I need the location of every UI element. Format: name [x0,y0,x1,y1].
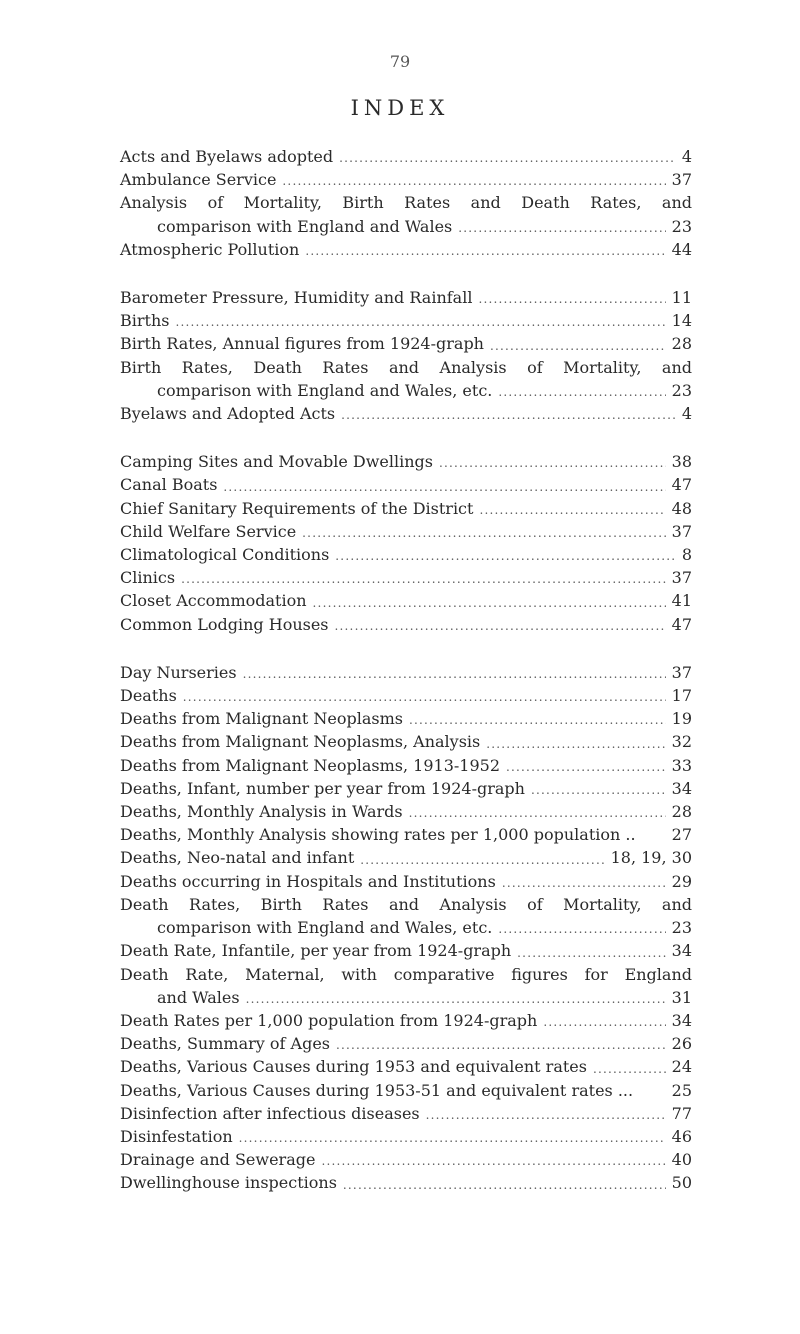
leader-dots [458,218,665,238]
leader-dots [506,757,666,777]
entry-text: Birth Rates, Annual figures from 1924-graph [120,334,484,354]
leader-dots [282,171,665,191]
index-entry [120,870,692,893]
entry-page-number: 34 [671,941,692,961]
entry-page-number: 11 [671,288,692,308]
entry-text: Clinics [120,568,176,588]
entry-page-number: 37 [671,568,692,588]
index-entry [120,684,692,707]
entry-text: Barometer Pressure, Humidity and Rainfall [120,288,473,308]
entry-page-number: 37 [671,662,692,682]
entry-page-number: 41 [671,591,692,611]
entry-page-number: 23 [671,216,692,236]
index-section-d [120,661,692,1195]
leader-dots [246,989,666,1009]
entry-text-line1: Birth Rates, Death Rates and Analysis of Mortality, and [120,357,692,377]
entry-page-number: 34 [671,1010,692,1030]
leader-dots [223,477,665,497]
entry-page-number: 34 [671,778,692,798]
entry-page-number: 40 [671,1150,692,1170]
entry-page-number: 23 [671,380,692,400]
index-entry [120,963,692,1009]
index-entry [120,939,692,962]
entry-page-number: 77 [671,1103,692,1123]
index-entry [120,145,692,168]
leader-dots [478,289,665,309]
entry-page-number: 19 [671,709,692,729]
entry-text: comparison with England and Wales, etc. [157,380,493,400]
index-entry [120,286,692,309]
entry-text: Deaths from Malignant Neoplasms, 1913-1952 [120,755,500,775]
entry-text: Camping Sites and Movable Dwellings [120,452,433,472]
index-entry [120,1009,692,1032]
entry-page-number: 47 [671,475,692,495]
entry-text: Deaths from Malignant Neoplasms, Analysis [120,732,481,752]
entry-text: Deaths occurring in Hospitals and Institutions [120,871,496,891]
leader-dots [490,336,666,356]
entry-text: Ambulance Service [120,170,277,190]
entry-page-number: 37 [671,170,692,190]
index-entry [120,1102,692,1125]
leader-dots [360,850,604,870]
index-entry [120,823,692,846]
entry-text: Deaths from Malignant Neoplasms [120,709,403,729]
entry-text-line1: Analysis of Mortality, Birth Rates and Death Rates, and [120,193,692,213]
leader-dots [243,664,666,684]
index-entry [120,707,692,730]
entry-text: comparison with England and Wales [157,216,453,236]
entry-page-number: 23 [671,918,692,938]
leader-dots [181,569,666,589]
index-entry [120,777,692,800]
leader-dots [426,1105,666,1125]
entry-text-line1: Death Rates, Birth Rates and Analysis of Mortality, and [120,894,692,914]
leader-dots [339,148,676,168]
entry-text: Death Rate, Infantile, per year from 1924-graph [120,941,512,961]
leader-dots [531,780,666,800]
leader-dots [517,943,665,963]
entry-text: Deaths [120,686,177,706]
leader-dots [593,1059,666,1079]
index-entry [120,730,692,753]
leader-dots [543,1012,665,1032]
leader-dots [341,405,676,425]
index-entry [120,450,692,473]
index-entry [120,497,692,520]
index-entry [120,661,692,684]
leader-dots [321,1151,665,1171]
entry-page-number: 24 [671,1057,692,1077]
entry-text: and Wales [157,987,240,1007]
index-entry [120,356,692,402]
leader-dots [302,523,665,543]
index-entry [120,402,692,425]
leader-dots [335,616,666,636]
entry-page-number: 38 [671,452,692,472]
entry-page-number: 46 [671,1126,692,1146]
index-section-b [120,286,692,425]
entry-page-number: 33 [671,755,692,775]
leader-dots [336,1035,666,1055]
entry-page-number: 37 [671,521,692,541]
entry-text: Death Rates per 1,000 population from 1924-graph [120,1010,538,1030]
index-entry [120,893,692,939]
entry-page-number: 48 [671,498,692,518]
entry-text: Deaths, Neo-natal and infant [120,848,355,868]
leader-dots [183,687,666,707]
index-entry [120,543,692,566]
index-entry [120,309,692,332]
entry-page-number: 32 [671,732,692,752]
entry-text: Acts and Byelaws adopted [120,147,334,166]
entry-page-number: 4 [681,147,692,166]
entry-text: Disinfection after infectious diseases [120,1103,420,1123]
leader-dots [498,919,665,939]
index-entry [120,191,692,237]
entry-text: Deaths, Monthly Analysis in Wards [120,802,403,822]
leader-dots [498,382,665,402]
entry-text: Disinfestation [120,1126,233,1146]
leader-dots [175,312,665,332]
index-entry [120,800,692,823]
entry-page-number: 50 [671,1173,692,1193]
entry-page-number: 27 [671,825,692,845]
entry-text: Drainage and Sewerage [120,1150,316,1170]
entry-page-number: 28 [671,334,692,354]
index-entry [120,168,692,191]
entry-text: comparison with England and Wales, etc. [157,918,493,938]
index-entry [120,473,692,496]
entry-text: Deaths, Various Causes during 1953 and equivalent rates [120,1057,587,1077]
entry-page-number: 28 [671,802,692,822]
index-entry [120,1171,692,1194]
entry-text: Chief Sanitary Requirements of the District [120,498,474,518]
index-entry [120,1125,692,1148]
index-entry [120,566,692,589]
entry-text: Deaths, Monthly Analysis showing rates per 1,000 population .. [120,825,636,845]
entry-page-number: 26 [671,1034,692,1054]
index-entry [120,332,692,355]
entry-text: Deaths, Various Causes during 1953-51 and equivalent rates ... [120,1080,634,1100]
entry-page-number: 25 [671,1080,692,1100]
entry-page-number: 8 [681,545,692,565]
index-entry [120,754,692,777]
index-entry [120,1055,692,1078]
leader-dots [343,1175,666,1195]
index-section-c [120,450,692,636]
index-entry [120,1148,692,1171]
index-entry [120,589,692,612]
index-list [120,145,692,1220]
entry-text: Deaths, Infant, number per year from 1924-graph [120,778,525,798]
entry-page-number: 44 [671,239,692,259]
entry-text: Closet Accommodation [120,591,307,611]
leader-dots [479,500,665,520]
entry-text: Byelaws and Adopted Acts [120,404,336,424]
entry-text: Canal Boats [120,475,218,495]
entry-text: Climatological Conditions [120,545,330,565]
index-entry [120,520,692,543]
entry-page-number: 18, 19, 30 [610,848,692,868]
leader-dots [486,734,665,754]
index-entry [120,238,692,261]
leader-dots [305,241,665,261]
entry-text-line1: Death Rate, Maternal, with comparative figures for England [120,964,692,984]
index-section-a [120,145,692,261]
leader-dots [439,453,666,473]
index-entry [120,1079,692,1102]
entry-text: Day Nurseries [120,662,237,682]
index-entry [120,846,692,869]
entry-page-number: 31 [671,987,692,1007]
index-entry [120,1032,692,1055]
leader-dots [409,803,666,823]
index-entry [120,613,692,636]
leader-dots [313,593,666,613]
entry-page-number: 4 [681,404,692,424]
entry-text: Atmospheric Pollution [120,239,300,259]
leader-dots [239,1128,666,1148]
entry-text: Dwellinghouse inspections [120,1173,337,1193]
page-title: INDEX [350,96,450,120]
entry-page-number: 47 [671,614,692,634]
entry-page-number: 17 [671,686,692,706]
entry-text: Births [120,311,170,331]
entry-text: Child Welfare Service [120,521,297,541]
leader-dots [502,873,666,893]
entry-page-number: 14 [671,311,692,331]
entry-text: Common Lodging Houses [120,614,329,634]
entry-page-number: 29 [671,871,692,891]
page-number: 79 [389,52,411,71]
leader-dots [335,546,676,566]
leader-dots [409,710,666,730]
entry-text: Deaths, Summary of Ages [120,1034,330,1054]
